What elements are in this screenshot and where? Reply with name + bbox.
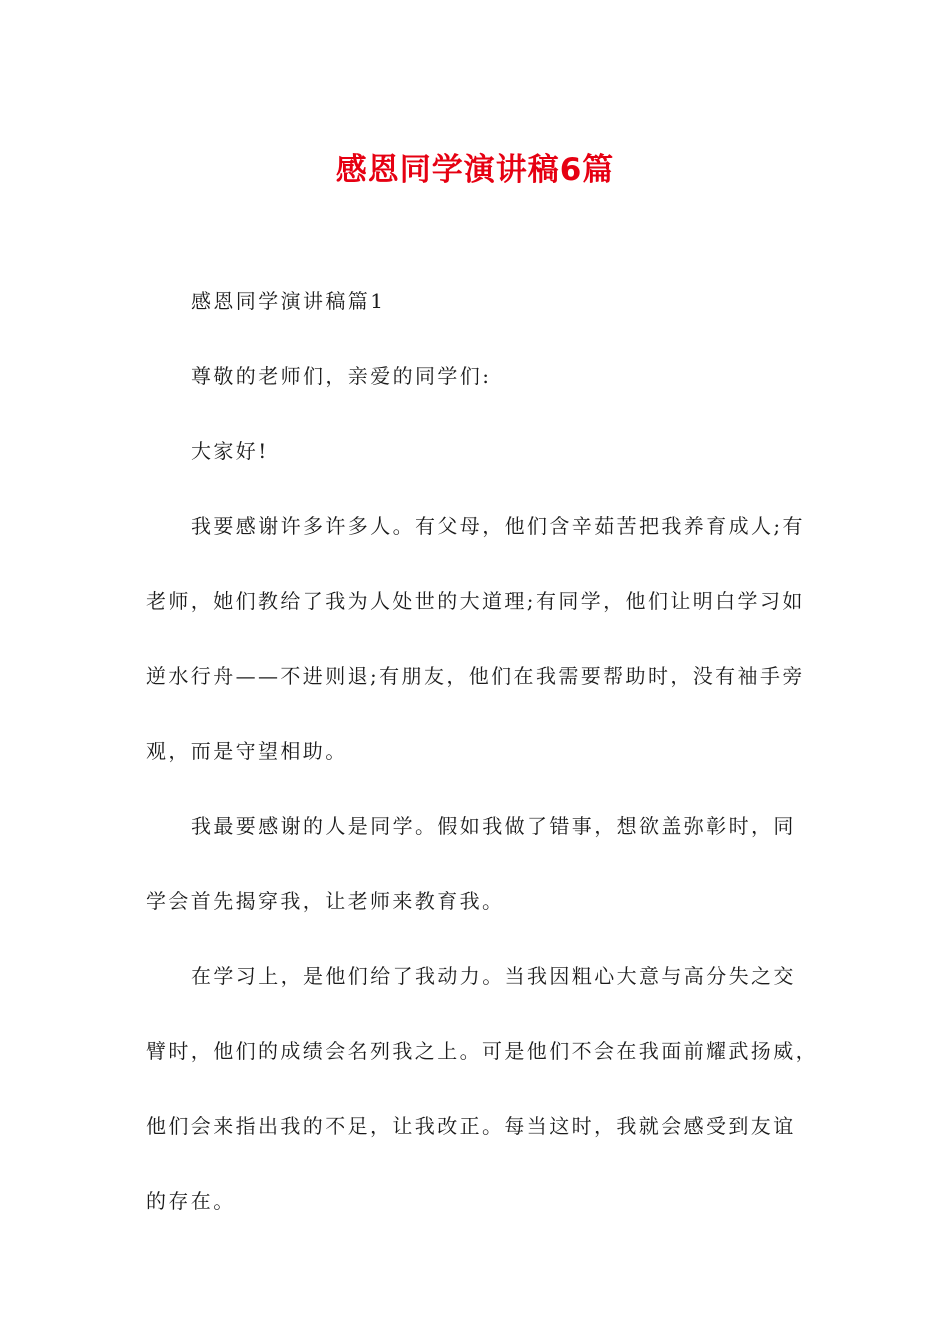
paragraph-line: 我要感谢许多许多人。有父母，他们含辛茹苦把我养育成人;有 (191, 514, 805, 538)
section-heading: 感恩同学演讲稿篇1 (191, 289, 386, 313)
paragraph-line: 我最要感谢的人是同学。假如我做了错事，想欲盖弥彰时，同 (191, 814, 796, 838)
greeting: 大家好! (191, 439, 269, 463)
paragraph-line: 的存在。 (146, 1189, 236, 1213)
paragraph-line: 老师，她们教给了我为人处世的大道理;有同学，他们让明白学习如 (146, 589, 805, 613)
paragraph-line: 他们会来指出我的不足，让我改正。每当这时，我就会感受到友谊 (146, 1114, 796, 1138)
document-title: 感恩同学演讲稿6篇 (335, 152, 615, 188)
paragraph-line: 观，而是守望相助。 (146, 739, 348, 763)
salutation: 尊敬的老师们，亲爱的同学们: (191, 364, 492, 388)
paragraph-line: 逆水行舟——不进则退;有朋友，他们在我需要帮助时，没有袖手旁 (146, 664, 805, 688)
paragraph-line: 在学习上，是他们给了我动力。当我因粗心大意与高分失之交 (191, 964, 796, 988)
paragraph-line: 臂时，他们的成绩会名列我之上。可是他们不会在我面前耀武扬威， (146, 1039, 818, 1063)
paragraph-line: 学会首先揭穿我，让老师来教育我。 (146, 889, 505, 913)
